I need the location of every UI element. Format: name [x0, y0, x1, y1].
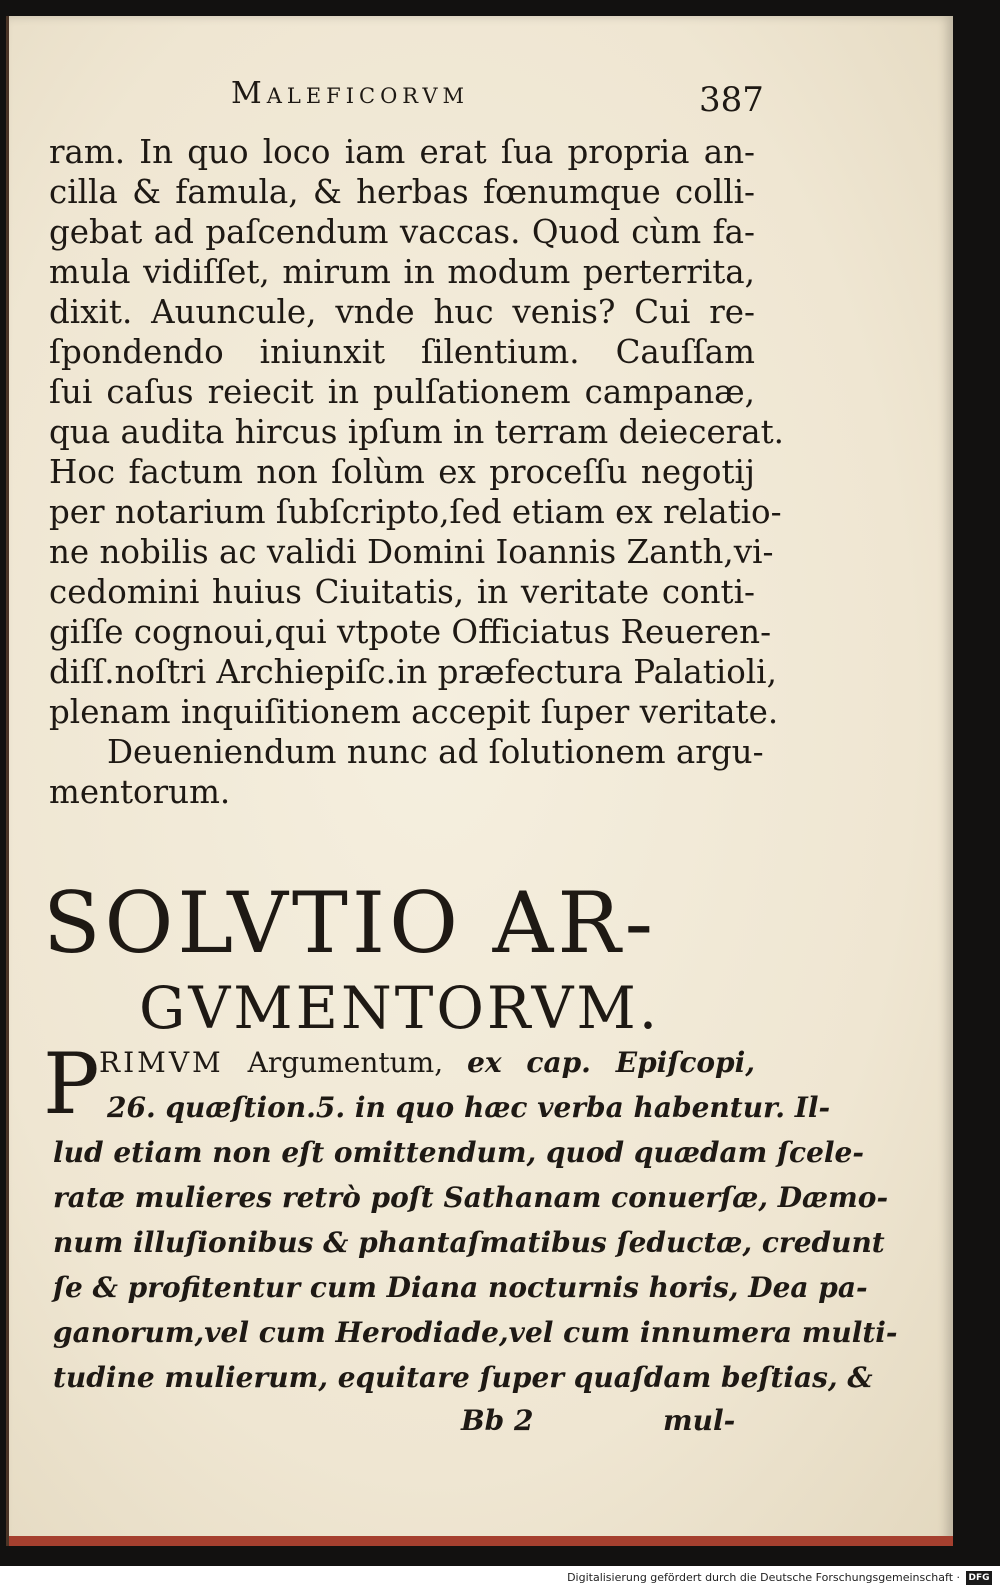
body-line: mula vidiſſet, mirum in modum perterrita,: [49, 253, 755, 291]
dfg-logo-icon: DFG: [966, 1571, 992, 1585]
body-line: qua audita hircus ipſum in terram deiecerat.: [49, 413, 784, 451]
argument-line: tudine mulierum, equitare ſuper quaſdam beſtias, &: [53, 1361, 873, 1394]
body-line: Hoc factum non ſolùm ex proceſſu negotij: [49, 453, 755, 491]
book-page: [6, 16, 953, 1546]
drop-cap: P: [43, 1035, 100, 1133]
argument-paragraph: [43, 1035, 898, 1400]
argument-label: Argumentum,: [247, 1046, 444, 1079]
argument-line: ſe & profitentur cum Diana nocturnis horis, Dea pa-: [53, 1271, 868, 1304]
credit-text: Digitalisierung gefördert durch die Deutsche Forschungsgemeinschaft ·: [567, 1571, 960, 1584]
argument-opening-word: RIMVM: [99, 1046, 224, 1079]
body-line: dixit. Auuncule, vnde huc venis? Cui re-: [49, 293, 755, 331]
body-line: plenam inquiſitionem accepit ſuper veritate.: [49, 693, 779, 731]
argument-line: ganorum,vel cum Herodiade,vel cum innumera multi-: [53, 1316, 898, 1349]
page-footer: [9, 1404, 953, 1444]
argument-line: 26. quæſtion.5. in quo hæc verba habentur. Il-: [107, 1091, 831, 1124]
signature-mark: Bb 2: [461, 1404, 534, 1437]
body-line: Deueniendum nunc ad ſolutionem argu-: [107, 733, 764, 771]
body-line: gebat ad paſcendum vaccas. Quod cùm fa-: [49, 213, 755, 251]
body-line: ſpondendo iniunxit ſilentium. Cauſſam: [49, 333, 755, 371]
body-text: [49, 132, 784, 812]
body-line: ne nobilis ac validi Domini Ioannis Zanth,vi-: [49, 533, 774, 571]
page-header: [9, 68, 953, 128]
body-line: per notarium ſubſcripto,ſed etiam ex relatio-: [49, 493, 782, 531]
catchword: mul-: [663, 1404, 736, 1437]
argument-line: [43, 1040, 755, 1085]
body-line: ram. In quo loco iam erat ſua propria an-: [49, 133, 755, 171]
argument-citation: ex cap. Epiſcopi,: [467, 1046, 756, 1079]
section-title-line-1: SOLVTIO AR-: [43, 874, 657, 972]
argument-line: lud etiam non eſt omittendum, quod quædam ſcele-: [53, 1136, 864, 1169]
running-title: Maleficorvm: [231, 76, 470, 111]
section-title-line-2: GVMENTORVM.: [139, 974, 661, 1042]
body-line: mentorum.: [49, 773, 231, 811]
page-edge: [9, 1536, 953, 1546]
body-line: ſui caſus reiecit in pulſationem campanæ,: [49, 373, 755, 411]
argument-line: num illuſionibus & phantaſmatibus ſeductæ, credunt: [53, 1226, 885, 1259]
body-line: cilla & famula, & herbas fœnumque colli-: [49, 173, 755, 211]
body-line: cedomini huius Ciuitatis, in veritate conti-: [49, 573, 755, 611]
page-number: 387: [699, 80, 764, 120]
credit-bar: [0, 1566, 1000, 1592]
body-line: giſſe cognoui,qui vtpote Officiatus Reueren-: [49, 613, 772, 651]
argument-line: ratæ mulieres retrò poſt Sathanam conuerſæ, Dæmo-: [53, 1181, 889, 1214]
body-line: diſſ.noſtri Archiepiſc.in præfectura Palatioli,: [49, 653, 777, 691]
